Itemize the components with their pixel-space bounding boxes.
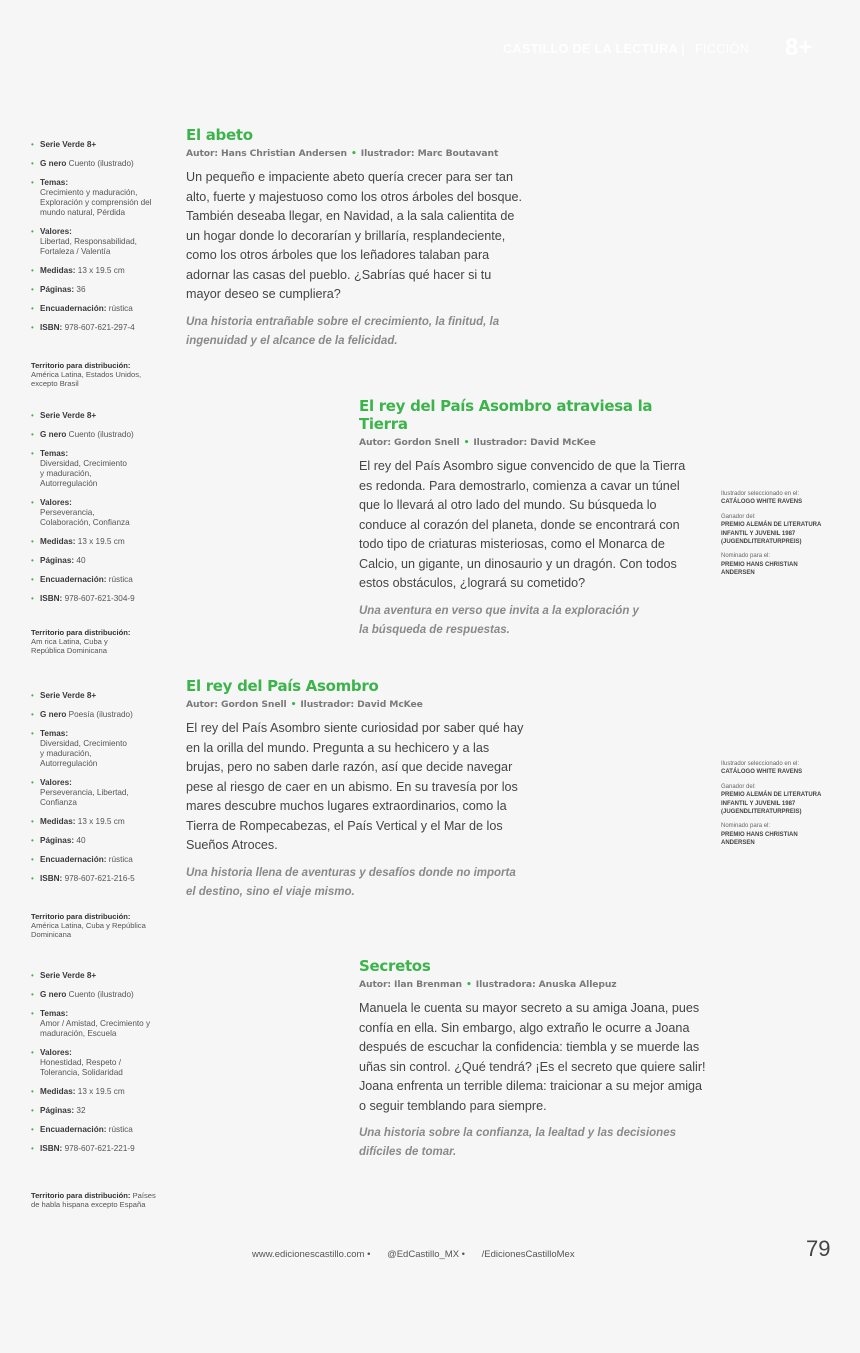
award-item: Ganador del: PREMIO ALEMÁN DE LITERATURA INFANTIL Y JUVENIL 1987 (JUGENDLITERATURPREIS) xyxy=(721,783,822,816)
spec-isbn: • ISBN: 978-607-621-297-4 xyxy=(31,323,161,333)
spec-serie: • Serie Verde 8+ xyxy=(31,411,161,421)
bullet-icon: • xyxy=(290,699,297,710)
award-item: Nominado para el: PREMIO HANS CHRISTIAN ANDERSEN xyxy=(721,823,798,847)
awards-panel xyxy=(721,490,851,584)
spec-temas: • Temas: Crecimiento y maduración, Exploración y comprensión del mundo natural, Pérdida xyxy=(31,178,161,218)
bullet-icon: • xyxy=(351,148,357,159)
distribution-territory: Territorio para distribución: América Latina, Cuba y República Dominicana xyxy=(31,912,146,939)
book-entry xyxy=(359,957,709,1162)
book-description: Un pequeño e impaciente abeto quería crecer para ser tan alto, fuerte y majestuoso como los otros árboles del bosque. También deseaba llegar, en Navidad, a la sala calientita de un hogar donde lo decorarían y brillaría, resplandeciente, como los otros árboles que los leñadores talaban para adornar las casas del pueblo. ¿Sabrías qué hacer si tu mayor deseo se cumpliera? xyxy=(186,170,523,301)
book-tagline: Una historia llena de aventuras y desafíos donde no importa el destino, sino el viaje mismo. xyxy=(186,866,516,898)
spec-paginas: • Páginas: 40 xyxy=(31,556,161,566)
book-tagline: Una historia entrañable sobre el crecimiento, la finitud, la ingenuidad y el alcance de la felicidad. xyxy=(186,315,500,347)
spec-genero: • G nero Poesía (ilustrado) xyxy=(31,710,161,720)
book-specs xyxy=(31,140,161,342)
page-footer xyxy=(252,1249,589,1260)
book-title: El abeto xyxy=(186,126,253,144)
book-credits: Autor: Gordon Snell • Ilustrador: David McKee xyxy=(359,437,596,448)
book-title: El rey del País Asombro atraviesa la Tierra xyxy=(359,397,653,433)
book-credits: Autor: Hans Christian Andersen • Ilustrador: Marc Boutavant xyxy=(186,148,499,159)
book-credits: Autor: Ilan Brenman • Ilustradora: Anuska Allepuz xyxy=(359,979,617,990)
book-credits: Autor: Gordon Snell • Ilustrador: David McKee xyxy=(186,699,423,710)
book-description: El rey del País Asombro siente curiosidad por saber qué hay en la orilla del mundo. Pregunta a su hechicero y a las brujas, pero no saben darle razón, así que decide navegar pese al riesgo de caer en un abismo. En su travesía por los mares descubre muchos lugares extraordinarios, como la Tierra de Rompecabezas, el País Vertical y el Mar de los Sueños Atroces. xyxy=(186,721,524,852)
spec-valores: • Valores: Honestidad, Respeto / Tolerancia, Solidaridad xyxy=(31,1048,161,1078)
book-description: Manuela le cuenta su mayor secreto a su amiga Joana, pues confía en ella. Sin embargo, algo extraño le ocurre a Joana después de escuchar la confidencia: tiembla y se muerde las uñas sin control. ¿Qué tendrá? ¡Es el secreto que quiere salir! Joana enfrenta un terrible dilema: traicionar a su mejor amiga o seguir temblando para siempre. xyxy=(359,1001,706,1113)
spec-genero: • G nero Cuento (ilustrado) xyxy=(31,990,161,1000)
spec-encuadernacion: • Encuadernación: rústica xyxy=(31,304,161,314)
spec-valores: • Valores: Libertad, Responsabilidad, Fortaleza / Valentía xyxy=(31,227,161,257)
spec-serie: • Serie Verde 8+ xyxy=(31,971,161,981)
spec-temas: • Temas: Diversidad, Crecimiento y maduración, Autorregulación xyxy=(31,729,161,769)
spec-medidas: • Medidas: 13 x 19.5 cm xyxy=(31,817,161,827)
book-title: Secretos xyxy=(359,957,431,975)
book-description: El rey del País Asombro sigue convencido de que la Tierra es redonda. Para demostrarlo, comienza a cavar un túnel que lo llevará al otro lado del mundo. Su búsqueda lo conduce al corazón del planeta, donde se encontrará con todo tipo de criaturas misteriosas, como el Monarca de Calcio, un gigante, un dinosaurio y un dragón. Con todos estos obstáculos, ¿logrará su cometido? xyxy=(359,459,686,590)
book-tagline: Una historia sobre la confianza, la lealtad y las decisiones difíciles de tomar. xyxy=(359,1127,677,1158)
awards-panel xyxy=(721,760,851,854)
spec-encuadernacion: • Encuadernación: rústica xyxy=(31,1125,161,1135)
distribution-territory: Territorio para distribución: Países de habla hispana excepto España xyxy=(31,1191,156,1209)
facebook-handle[interactable]: /EdicionesCastilloMex xyxy=(481,1249,575,1260)
spec-temas: • Temas: Amor / Amistad, Crecimiento y maduración, Escuela xyxy=(31,1009,161,1039)
book-specs xyxy=(31,411,161,613)
book-tagline: Una aventura en verso que invita a la exploración y la búsqueda de respuestas. xyxy=(359,604,639,636)
spec-encuadernacion: • Encuadernación: rústica xyxy=(31,575,161,585)
twitter-handle[interactable]: @EdCastillo_MX • xyxy=(387,1249,465,1260)
bullet-icon: • xyxy=(466,979,472,990)
spec-valores: • Valores: Perseverancia, Colaboración, Confianza xyxy=(31,498,161,528)
spec-genero: • G nero Cuento (ilustrado) xyxy=(31,430,161,440)
spec-valores: • Valores: Perseverancia, Libertad, Confianza xyxy=(31,778,161,808)
award-item: Ganador del: PREMIO ALEMÁN DE LITERATURA INFANTIL Y JUVENIL 1987 (JUGENDLITERATURPREIS) xyxy=(721,513,822,546)
genre-label: FICCIÓN xyxy=(695,42,750,56)
header-separator: | xyxy=(681,40,685,56)
spec-paginas: • Páginas: 32 xyxy=(31,1106,161,1116)
book-specs xyxy=(31,691,161,893)
spec-medidas: • Medidas: 13 x 19.5 cm xyxy=(31,266,161,276)
bullet-icon: • xyxy=(463,437,470,448)
distribution-territory: Territorio para distribución: América Latina, Estados Unidos, excepto Brasil xyxy=(31,361,142,388)
distribution-territory: Territorio para distribución: Am rica Latina, Cuba y República Dominicana xyxy=(31,628,131,655)
spec-serie: • Serie Verde 8+ xyxy=(31,140,161,150)
spec-paginas: • Páginas: 40 xyxy=(31,836,161,846)
spec-medidas: • Medidas: 13 x 19.5 cm xyxy=(31,537,161,547)
book-entry xyxy=(186,126,526,351)
page-header xyxy=(503,34,843,62)
spec-isbn: • ISBN: 978-607-621-304-9 xyxy=(31,594,161,604)
website-link[interactable]: www.edicionescastillo.com • xyxy=(252,1249,371,1260)
spec-encuadernacion: • Encuadernación: rústica xyxy=(31,855,161,865)
book-entry xyxy=(186,677,526,902)
book-entry xyxy=(359,397,699,640)
spec-isbn: • ISBN: 978-607-621-221-9 xyxy=(31,1144,161,1154)
award-item: Nominado para el: PREMIO HANS CHRISTIAN ANDERSEN xyxy=(721,553,798,577)
collection-name: CASTILLO DE LA LECTURA xyxy=(503,42,678,56)
spec-serie: • Serie Verde 8+ xyxy=(31,691,161,701)
spec-medidas: • Medidas: 13 x 19.5 cm xyxy=(31,1087,161,1097)
spec-paginas: • Páginas: 36 xyxy=(31,285,161,295)
award-item: Ilustrador seleccionado en el: CATÁLOGO WHITE RAVENS xyxy=(721,761,803,776)
award-item: Ilustrador seleccionado en el: CATÁLOGO WHITE RAVENS xyxy=(721,491,803,506)
book-specs xyxy=(31,971,161,1163)
page-number: 79 xyxy=(806,1236,831,1261)
spec-temas: • Temas: Diversidad, Crecimiento y maduración, Autorregulación xyxy=(31,449,161,489)
book-title: El rey del País Asombro xyxy=(186,677,379,695)
spec-genero: • G nero Cuento (ilustrado) xyxy=(31,159,161,169)
age-badge: 8+ xyxy=(785,34,813,61)
spec-isbn: • ISBN: 978-607-621-216-5 xyxy=(31,874,161,884)
